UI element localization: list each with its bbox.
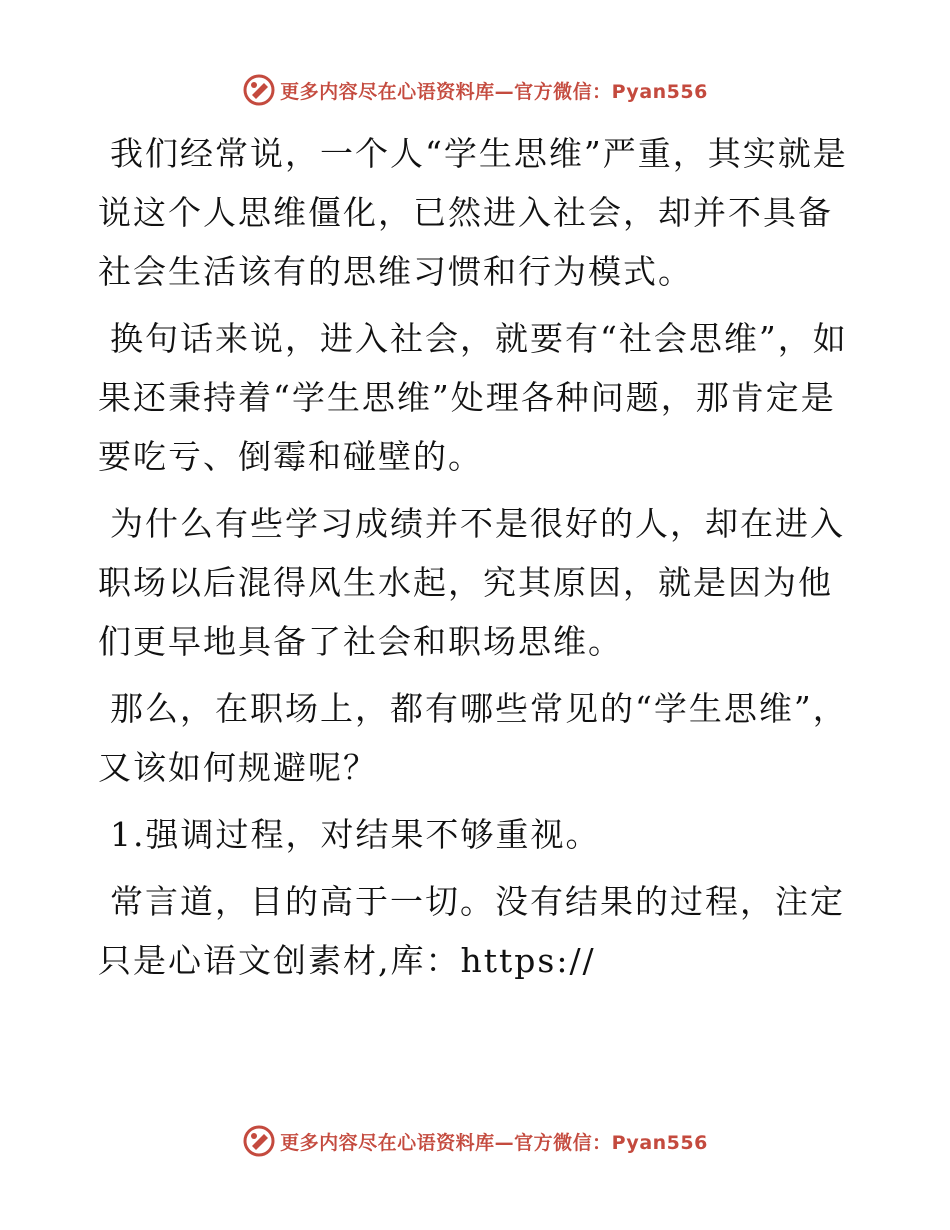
paragraph-6: 常言道，目的高于一切。没有结果的过程，注定只是心语文创素材,库：https:// [98, 882, 845, 980]
seal-logo-icon [242, 1124, 276, 1158]
seal-logo-icon [242, 73, 276, 107]
paragraph-2: 换句话来说，进入社会，就要有“社会思维”，如果还秉持着“学生思维”处理各种问题，那肯定是要吃亏、倒霉和碰壁的。 [98, 319, 848, 476]
watermark-text: 更多内容尽在心语资料库—官方微信：Pyan556 [280, 80, 708, 103]
paragraph-5: 1.强调过程，对结果不够重视。 [110, 815, 601, 854]
document-body [98, 124, 858, 998]
footer-watermark [0, 1121, 950, 1161]
paragraph-4: 那么，在职场上，都有哪些常见的“学生思维”，又该如何规避呢？ [98, 689, 848, 787]
header-watermark [0, 70, 950, 110]
watermark-text: 更多内容尽在心语资料库—官方微信：Pyan556 [280, 1131, 708, 1154]
paragraph-3: 为什么有些学习成绩并不是很好的人，却在进入职场以后混得风生水起，究其原因，就是因为他们更早地具备了社会和职场思维。 [98, 504, 845, 661]
paragraph-1: 我们经常说，一个人“学生思维”严重，其实就是说这个人思维僵化，已然进入社会，却并不具备社会生活该有的思维习惯和行为模式。 [98, 134, 848, 291]
